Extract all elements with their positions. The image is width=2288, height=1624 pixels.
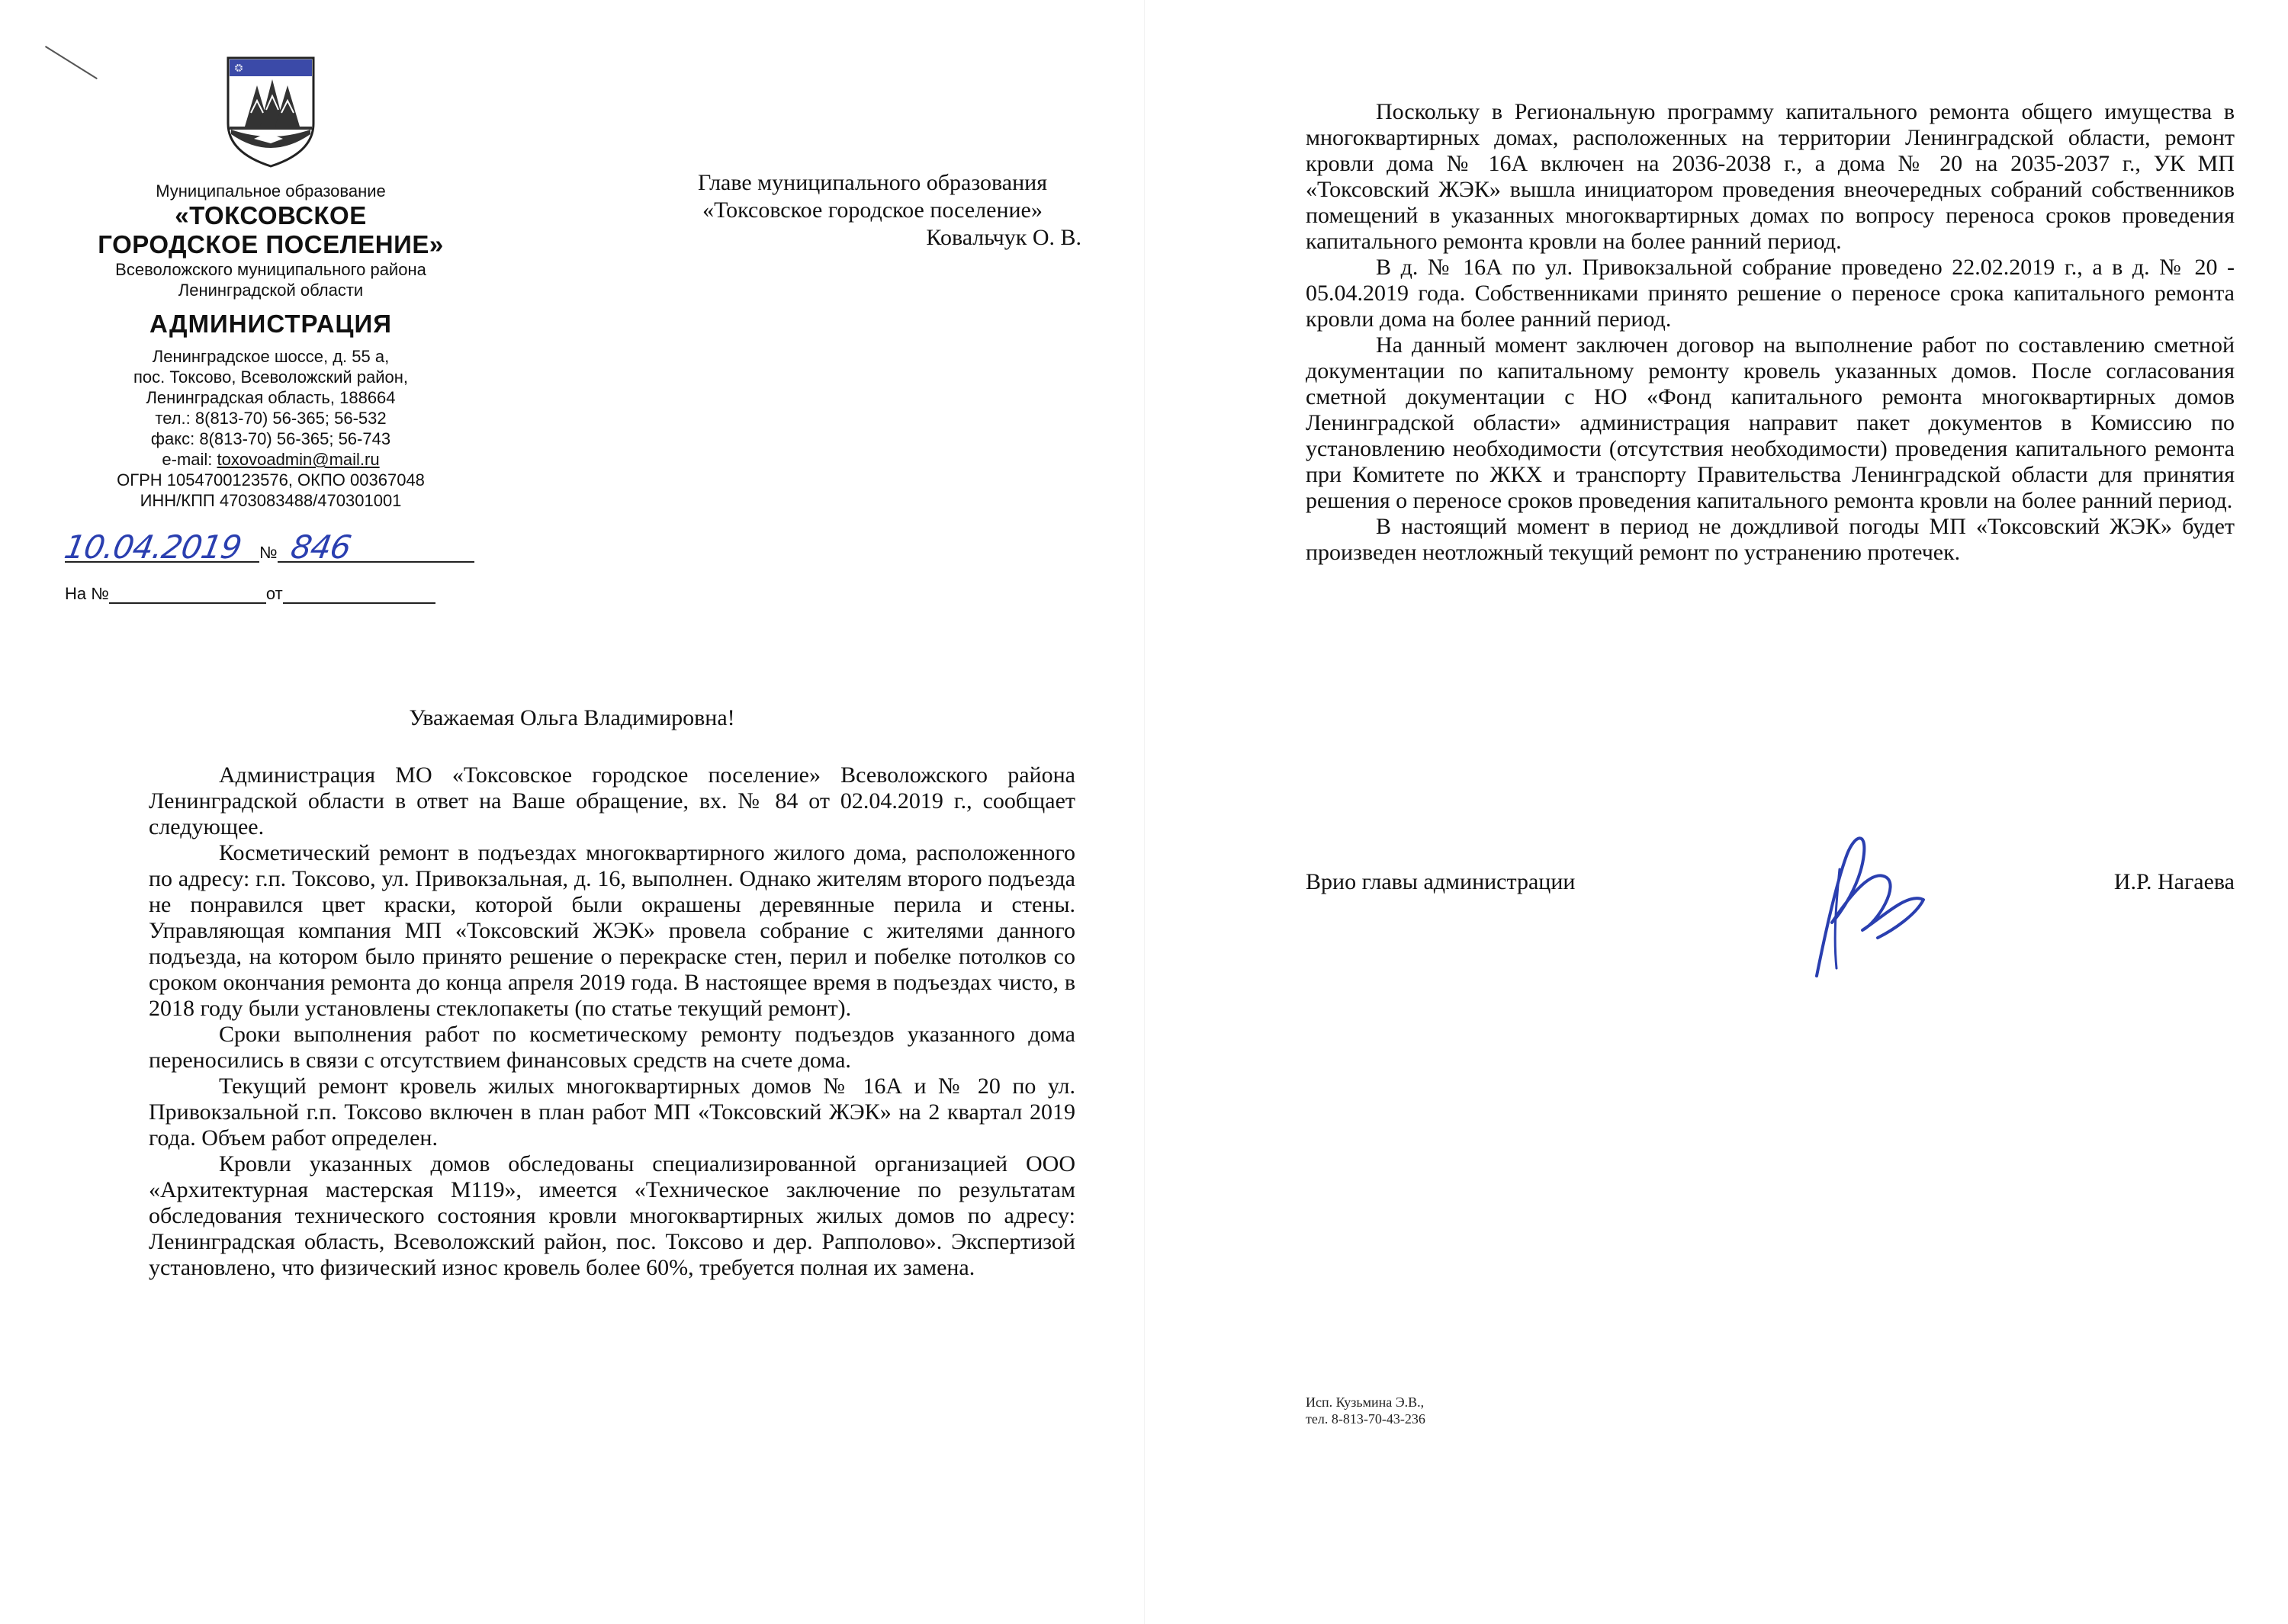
body-paragraph: На данный момент заключен договор на выполнение работ по составлению сметной документации по капитальному ремонту кровель указанных домов. После согласования сметной документации с НО «Фонд капитального ремонта многоквартирных домов Ленинградской области» администрация направит пакет документов в Комиссию по установлению необходимости (отсутствия необходимости) проведения капитального ремонта при Комитете по ЖКХ и транспорту Правительства Ленинградской области для принятия решения о переносе сроков проведения капитального ремонта кровли на более ранний период. xyxy=(1306,332,2235,513)
executor-phone: тел. 8-813-70-43-236 xyxy=(1306,1411,1425,1427)
executor-info xyxy=(1306,1394,1425,1427)
signatory-title: Врио главы администрации xyxy=(1306,869,1576,894)
letterhead-line: Ленинградской области xyxy=(178,281,364,300)
body-paragraph: Косметический ремонт в подъездах многоквартирного жилого дома, расположенного по адресу: г.п. Токсово, ул. Привокзальная, д. 16, выполнен. Однако жителям второго подъезда не понравился цвет краски, которой были окрашены деревянные перила и стены. Управляющая компания МП «Токсовский ЖЭК» провела собрание с жителями данного подъезда, на котором было принято решение о перекраске стен, перил и побелке потолков со сроком окончания ремонта до конца апреля 2019 года. В настоящее время в подъездах чисто, в 2018 году были установлены стеклопакеты (по статье текущий ремонт). xyxy=(149,840,1075,1021)
address-line: пос. Токсово, Всеволожский район, xyxy=(133,367,409,387)
body-paragraph: Администрация МО «Токсовское городское поселение» Всеволожского района Ленинградской области в ответ на Ваше обращение, вх. № 84 от 02.04.2019 г., сообщает следующее. xyxy=(149,762,1075,839)
coat-of-arms-icon xyxy=(222,53,320,169)
reply-number-field xyxy=(109,586,266,604)
address-line: Ленинградская область, 188664 xyxy=(146,388,396,407)
address-line: Ленинградское шоссе, д. 55 а, xyxy=(152,347,390,366)
admin-title: АДМИНИСТРАЦИЯ xyxy=(149,310,392,338)
reply-label: На № xyxy=(65,584,109,603)
letter-body-right xyxy=(1306,99,2235,566)
email-line xyxy=(72,449,469,470)
ogrn-line: ОГРН 1054700123576, ОКПО 00367048 xyxy=(117,470,425,489)
salutation: Уважаемая Ольга Владимировна! xyxy=(409,705,735,730)
org-name-line: ГОРОДСКОЕ ПОСЕЛЕНИЕ» xyxy=(98,230,444,258)
email-label: e-mail: xyxy=(162,450,217,469)
body-paragraph: Кровли указанных домов обследованы специализированной организацией ООО «Архитектурная мастерская М119», имеется «Техническое заключение по результатам обследования технического состояния кровли многоквартирных жилых домов по адресу: Ленинградская область, Всеволожский район, пос. Токсово и дер. Рапполово». Экспертизой установлено, что физический износ кровель более 60%, требуется полная их замена. xyxy=(149,1151,1075,1280)
reg-number-handwritten: 846 xyxy=(288,528,354,566)
letterhead-line: Муниципальное образование xyxy=(156,181,386,201)
reply-line xyxy=(65,584,435,604)
registration-line xyxy=(61,528,474,566)
signatory-name: И.Р. Нагаева xyxy=(2113,869,2235,894)
handwritten-signature xyxy=(1794,823,1946,984)
reg-date-handwritten: 10.04.2019 xyxy=(61,528,244,566)
reg-number-field xyxy=(278,528,474,566)
addressee-line: Главе муниципального образования xyxy=(697,170,1048,195)
reg-date-field xyxy=(61,528,259,566)
inn-line: ИНН/КПП 4703083488/470301001 xyxy=(140,491,402,510)
address-line: факс: 8(813-70) 56-365; 56-743 xyxy=(150,429,391,448)
letterhead xyxy=(72,53,469,511)
body-paragraph: Текущий ремонт кровель жилых многоквартирных домов № 16А и № 20 по ул. Привокзальной г.п. Токсово включен в план работ МП «Токсовский ЖЭК» на 2 квартал 2019 года. Объем работ определен. xyxy=(149,1074,1075,1151)
reply-from-label: от xyxy=(265,584,283,603)
email-link[interactable]: toxovoadmin@mail.ru xyxy=(217,450,380,469)
executor-name: Исп. Кузьмина Э.В., xyxy=(1306,1395,1425,1410)
addressee-name: Ковальчук О. В. xyxy=(926,225,1081,250)
org-name-line: «ТОКСОВСКОЕ xyxy=(175,201,367,229)
letter-body-left xyxy=(149,762,1075,1281)
reply-date-field xyxy=(283,586,435,604)
reg-number-label: № xyxy=(259,543,278,562)
address-line: тел.: 8(813-70) 56-365; 56-532 xyxy=(155,409,387,428)
body-paragraph: В настоящий момент в период не дождливой погоды МП «Токсовский ЖЭК» будет произведен неотложный текущий ремонт по устранению протечек. xyxy=(1306,514,2235,565)
addressee-line: «Токсовское городское поселение» xyxy=(702,197,1043,223)
letterhead-line: Всеволожского муниципального района xyxy=(115,260,426,279)
addressee-block xyxy=(664,169,1081,252)
body-paragraph: В д. № 16А по ул. Привокзальной собрание проведено 22.02.2019 г., а в д. № 20 - 05.04.2019 года. Собственниками принято решение о переносе срока капитального ремонта кровли дома на более ранний период. xyxy=(1306,255,2235,332)
body-paragraph: Сроки выполнения работ по косметическому ремонту подъездов указанного дома переносились в связи с отсутствием финансовых средств на счете дома. xyxy=(149,1022,1075,1073)
body-paragraph: Поскольку в Региональную программу капитального ремонта общего имущества в многоквартирных домах, расположенных на территории Ленинградской области, ремонт кровли дома № 16А включен на 2036-2038 г., а дома № 20 на 2035-2037 г., УК МП «Токсовский ЖЭК» вышла инициатором проведения внеочередных собраний собственников помещений в указанных многоквартирных домах по вопросу переноса сроков проведения капитального ремонта кровли на более ранний период. xyxy=(1306,99,2235,254)
